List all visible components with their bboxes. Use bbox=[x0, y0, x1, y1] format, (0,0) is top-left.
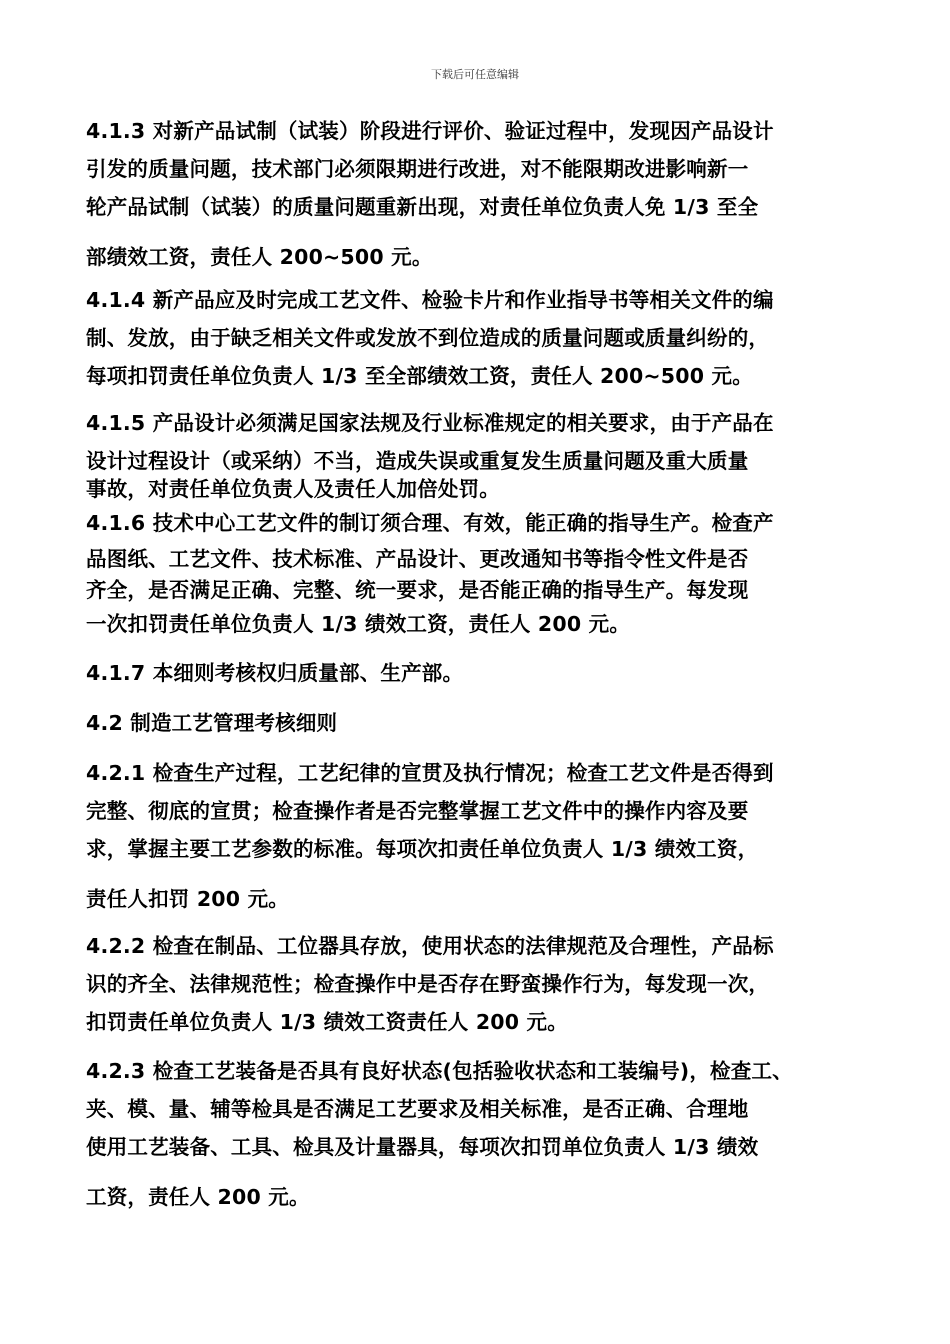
paragraph-line: 识的齐全、法律规范性；检查操作中是否存在野蛮操作行为，每发现一次， bbox=[86, 972, 770, 996]
paragraph-4-1-3 bbox=[86, 112, 886, 276]
paragraph-line: 扣罚责任单位负责人 1/3 绩效工资责任人 200 元。 bbox=[86, 1010, 568, 1034]
paragraph-line: 4.2.1 检查生产过程，工艺纪律的宣贯及执行情况；检查工艺文件是否得到 bbox=[86, 761, 774, 785]
paragraph-line: 设计过程设计（或采纳）不当，造成失误或重复发生质量问题及重大质量 bbox=[86, 449, 749, 473]
paragraph-line: 制、发放，由于缺乏相关文件或发放不到位造成的质量问题或质量纠纷的， bbox=[86, 326, 770, 350]
paragraph-line: 完整、彻底的宣贯；检查操作者是否完整掌握工艺文件中的操作内容及要 bbox=[86, 799, 749, 823]
page-header: 下载后可任意编辑 bbox=[431, 68, 519, 81]
section-heading: 4.2 制造工艺管理考核细则 bbox=[86, 711, 338, 735]
paragraph-line: 每项扣罚责任单位负责人 1/3 至全部绩效工资，责任人 200~500 元。 bbox=[86, 364, 753, 388]
paragraph-line: 使用工艺装备、工具、检具及计量器具，每项次扣罚单位负责人 1/3 绩效 bbox=[86, 1135, 759, 1159]
paragraph-line: 4.1.4 新产品应及时完成工艺文件、检验卡片和作业指导书等相关文件的编 bbox=[86, 288, 774, 312]
paragraph-line: 工资，责任人 200 元。 bbox=[86, 1185, 310, 1209]
paragraph-4-2-1 bbox=[86, 754, 886, 918]
paragraph-4-2-3 bbox=[86, 1052, 886, 1216]
paragraph-line: 4.1.7 本细则考核权归质量部、生产部。 bbox=[86, 661, 464, 685]
paragraph-line: 齐全，是否满足正确、完整、统一要求，是否能正确的指导生产。每发现 bbox=[86, 578, 749, 602]
paragraph-line: 责任人扣罚 200 元。 bbox=[86, 887, 289, 911]
paragraph-line: 4.1.6 技术中心工艺文件的制订须合理、有效，能正确的指导生产。检查产 bbox=[86, 511, 774, 535]
paragraph-4-2-2 bbox=[86, 927, 886, 1041]
paragraph-line: 求，掌握主要工艺参数的标准。每项次扣责任单位负责人 1/3 绩效工资， bbox=[86, 837, 759, 861]
paragraph-line: 4.2.2 检查在制品、工位器具存放，使用状态的法律规范及合理性，产品标 bbox=[86, 934, 774, 958]
paragraph-line: 4.2.3 检查工艺装备是否具有良好状态(包括验收状态和工装编号)，检查工、 bbox=[86, 1059, 793, 1083]
paragraph-line: 部绩效工资，责任人 200~500 元。 bbox=[86, 245, 433, 269]
paragraph-line: 一次扣罚责任单位负责人 1/3 绩效工资，责任人 200 元。 bbox=[86, 612, 631, 636]
paragraph-4-1-6 bbox=[86, 505, 886, 642]
paragraph-line: 事故，对责任单位负责人及责任人加倍处罚。 bbox=[86, 477, 500, 501]
paragraph-4-1-4 bbox=[86, 281, 886, 395]
paragraph-line: 品图纸、工艺文件、技术标准、产品设计、更改通知书等指令性文件是否 bbox=[86, 547, 749, 571]
section-heading-4-2 bbox=[86, 704, 886, 742]
paragraph-line: 引发的质量问题，技术部门必须限期进行改进，对不能限期改进影响新一 bbox=[86, 157, 749, 181]
paragraph-line: 4.1.5 产品设计必须满足国家法规及行业标准规定的相关要求，由于产品在 bbox=[86, 411, 774, 435]
paragraph-4-1-7 bbox=[86, 654, 886, 692]
paragraph-line: 夹、模、量、辅等检具是否满足工艺要求及相关标准，是否正确、合理地 bbox=[86, 1097, 749, 1121]
paragraph-4-1-5 bbox=[86, 404, 886, 501]
paragraph-line: 轮产品试制（试装）的质量问题重新出现，对责任单位负责人免 1/3 至全 bbox=[86, 195, 759, 219]
paragraph-line: 4.1.3 对新产品试制（试装）阶段进行评价、验证过程中，发现因产品设计 bbox=[86, 119, 774, 143]
